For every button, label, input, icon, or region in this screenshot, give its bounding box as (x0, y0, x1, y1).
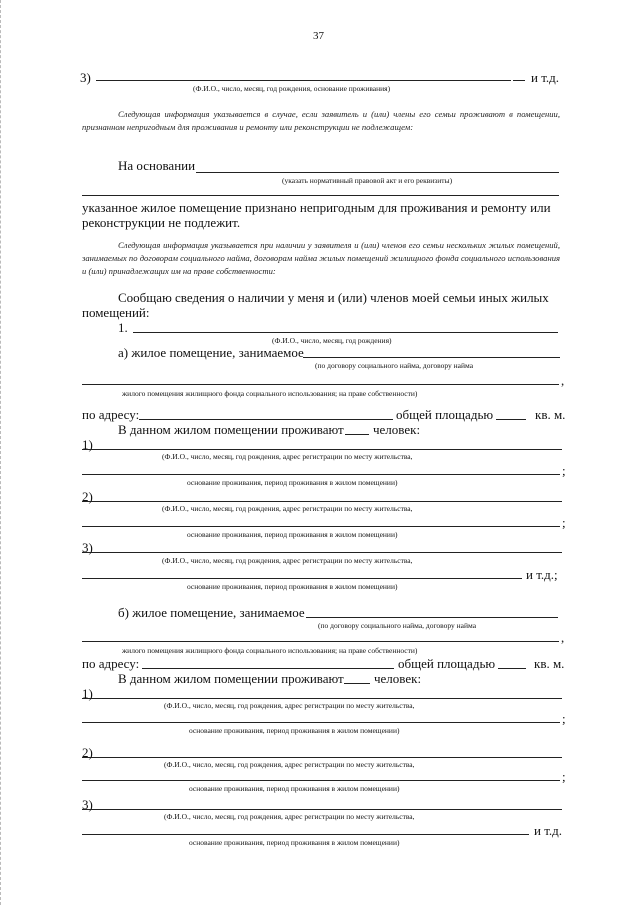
fill-line (96, 80, 511, 81)
area-unit: кв. м. (534, 656, 565, 671)
instruction-note: Следующая информация указывается в случае, если заявитель и (или) члены его семьи проживают в помещении, признанном непригодным для проживания и ремонту или реконструкции не подлежащем: (82, 109, 560, 132)
fill-line (82, 474, 560, 475)
row-number: 3) (82, 540, 93, 555)
dwelling-label: б) жилое помещение, занимаемое (118, 605, 305, 620)
fill-line (82, 384, 559, 385)
row-number: 2) (82, 489, 93, 504)
punctuation: ; (562, 769, 566, 784)
field-hint: (Ф.И.О., число, месяц, год рождения, адрес регистрации по месту жительства, (164, 812, 415, 821)
fill-line (498, 668, 526, 669)
field-hint: (указать нормативный правовой акт и его реквизиты) (282, 176, 453, 185)
fill-line (513, 80, 525, 81)
item-number: 1. (118, 320, 128, 335)
field-hint: (Ф.И.О., число, месяц, год рождения) (272, 336, 392, 345)
field-hint: (Ф.И.О., число, месяц, год рождения, основание проживания) (193, 84, 391, 93)
fill-line (344, 683, 370, 684)
punctuation: ; (562, 515, 566, 530)
field-hint: (по договору социального найма, договору найма (318, 621, 477, 630)
row-number: 1) (82, 437, 93, 452)
field-hint: (Ф.И.О., число, месяц, год рождения, адрес регистрации по месту жительства, (164, 701, 415, 710)
basis-label: На основании (118, 158, 196, 173)
fill-line (82, 552, 562, 553)
area-unit: кв. м. (535, 407, 566, 422)
fill-line (82, 780, 560, 781)
field-hint: жилого помещения жилищного фонда социального использования; на праве собственности) (122, 646, 418, 655)
field-hint: основание проживания, период проживания в жилом помещении) (187, 478, 398, 487)
fill-line (82, 834, 529, 835)
address-label: по адресу: (82, 656, 140, 671)
etc-text: и т.д. (534, 823, 563, 838)
field-hint: основание проживания, период проживания в жилом помещении) (189, 784, 400, 793)
fill-line (82, 698, 562, 699)
address-label: по адресу: (82, 407, 140, 422)
etc-text: и т.д. (531, 70, 560, 85)
punctuation: , (561, 373, 565, 388)
dwelling-label: а) жилое помещение, занимаемое (118, 345, 304, 360)
body-text: указанное жилое помещение признано непригодным для проживания и ремонту или (82, 200, 551, 215)
row-number: 1) (82, 686, 93, 701)
fill-line (303, 357, 560, 358)
body-text: Сообщаю сведения о наличии у меня и (или) членов моей семьи иных жилых (118, 290, 549, 305)
fill-line (345, 434, 369, 435)
fill-line (142, 668, 394, 669)
field-hint: жилого помещения жилищного фонда социального использования; на праве собственности) (122, 389, 418, 398)
field-hint: основание проживания, период проживания в жилом помещении) (189, 838, 400, 847)
fill-line (133, 332, 558, 333)
fill-line (82, 641, 559, 642)
residents-unit: человек: (373, 422, 421, 437)
fill-line (82, 526, 560, 527)
etc-text: и т.д.; (526, 567, 558, 582)
field-hint: основание проживания, период проживания в жилом помещении) (189, 726, 400, 735)
field-hint: (Ф.И.О., число, месяц, год рождения, адрес регистрации по месту жительства, (162, 556, 413, 565)
field-hint: основание проживания, период проживания в жилом помещении) (187, 582, 398, 591)
fill-line (496, 419, 526, 420)
field-hint: (Ф.И.О., число, месяц, год рождения, адрес регистрации по месту жительства, (164, 760, 415, 769)
instruction-note: Следующая информация указывается при наличии у заявителя и (или) членов его семьи нескольких жилых помещений, занимаемых по договорам социального найма, договорам найма жилых помещений жилищного фонда социального использования и (или) принадлежащих им на праве собственности: (82, 240, 560, 276)
area-label: общей площадью (396, 407, 494, 422)
row-number: 2) (82, 745, 93, 760)
row-number: 3) (82, 797, 93, 812)
page-number: 37 (313, 30, 324, 42)
body-text: реконструкции не подлежит. (82, 215, 241, 230)
punctuation: ; (562, 711, 566, 726)
fill-line (196, 172, 559, 173)
body-text: помещений: (82, 305, 150, 320)
item-number: 3) (80, 70, 91, 85)
area-label: общей площадью (398, 656, 496, 671)
fill-line (82, 722, 560, 723)
punctuation: ; (562, 463, 566, 478)
page-edge (0, 0, 4, 905)
fill-line (82, 449, 562, 450)
residents-label: В данном жилом помещении проживают (118, 422, 344, 437)
field-hint: основание проживания, период проживания в жилом помещении) (187, 530, 398, 539)
fill-line (82, 501, 562, 502)
residents-label: В данном жилом помещении проживают (118, 671, 344, 686)
field-hint: (по договору социального найма, договору найма (315, 361, 474, 370)
fill-line (82, 195, 559, 196)
fill-line (82, 578, 522, 579)
fill-line (306, 617, 558, 618)
field-hint: (Ф.И.О., число, месяц, год рождения, адрес регистрации по месту жительства, (162, 452, 413, 461)
fill-line (82, 809, 562, 810)
field-hint: (Ф.И.О., число, месяц, год рождения, адрес регистрации по месту жительства, (162, 504, 413, 513)
punctuation: , (561, 630, 565, 645)
fill-line (139, 419, 393, 420)
residents-unit: человек: (374, 671, 422, 686)
fill-line (82, 757, 562, 758)
